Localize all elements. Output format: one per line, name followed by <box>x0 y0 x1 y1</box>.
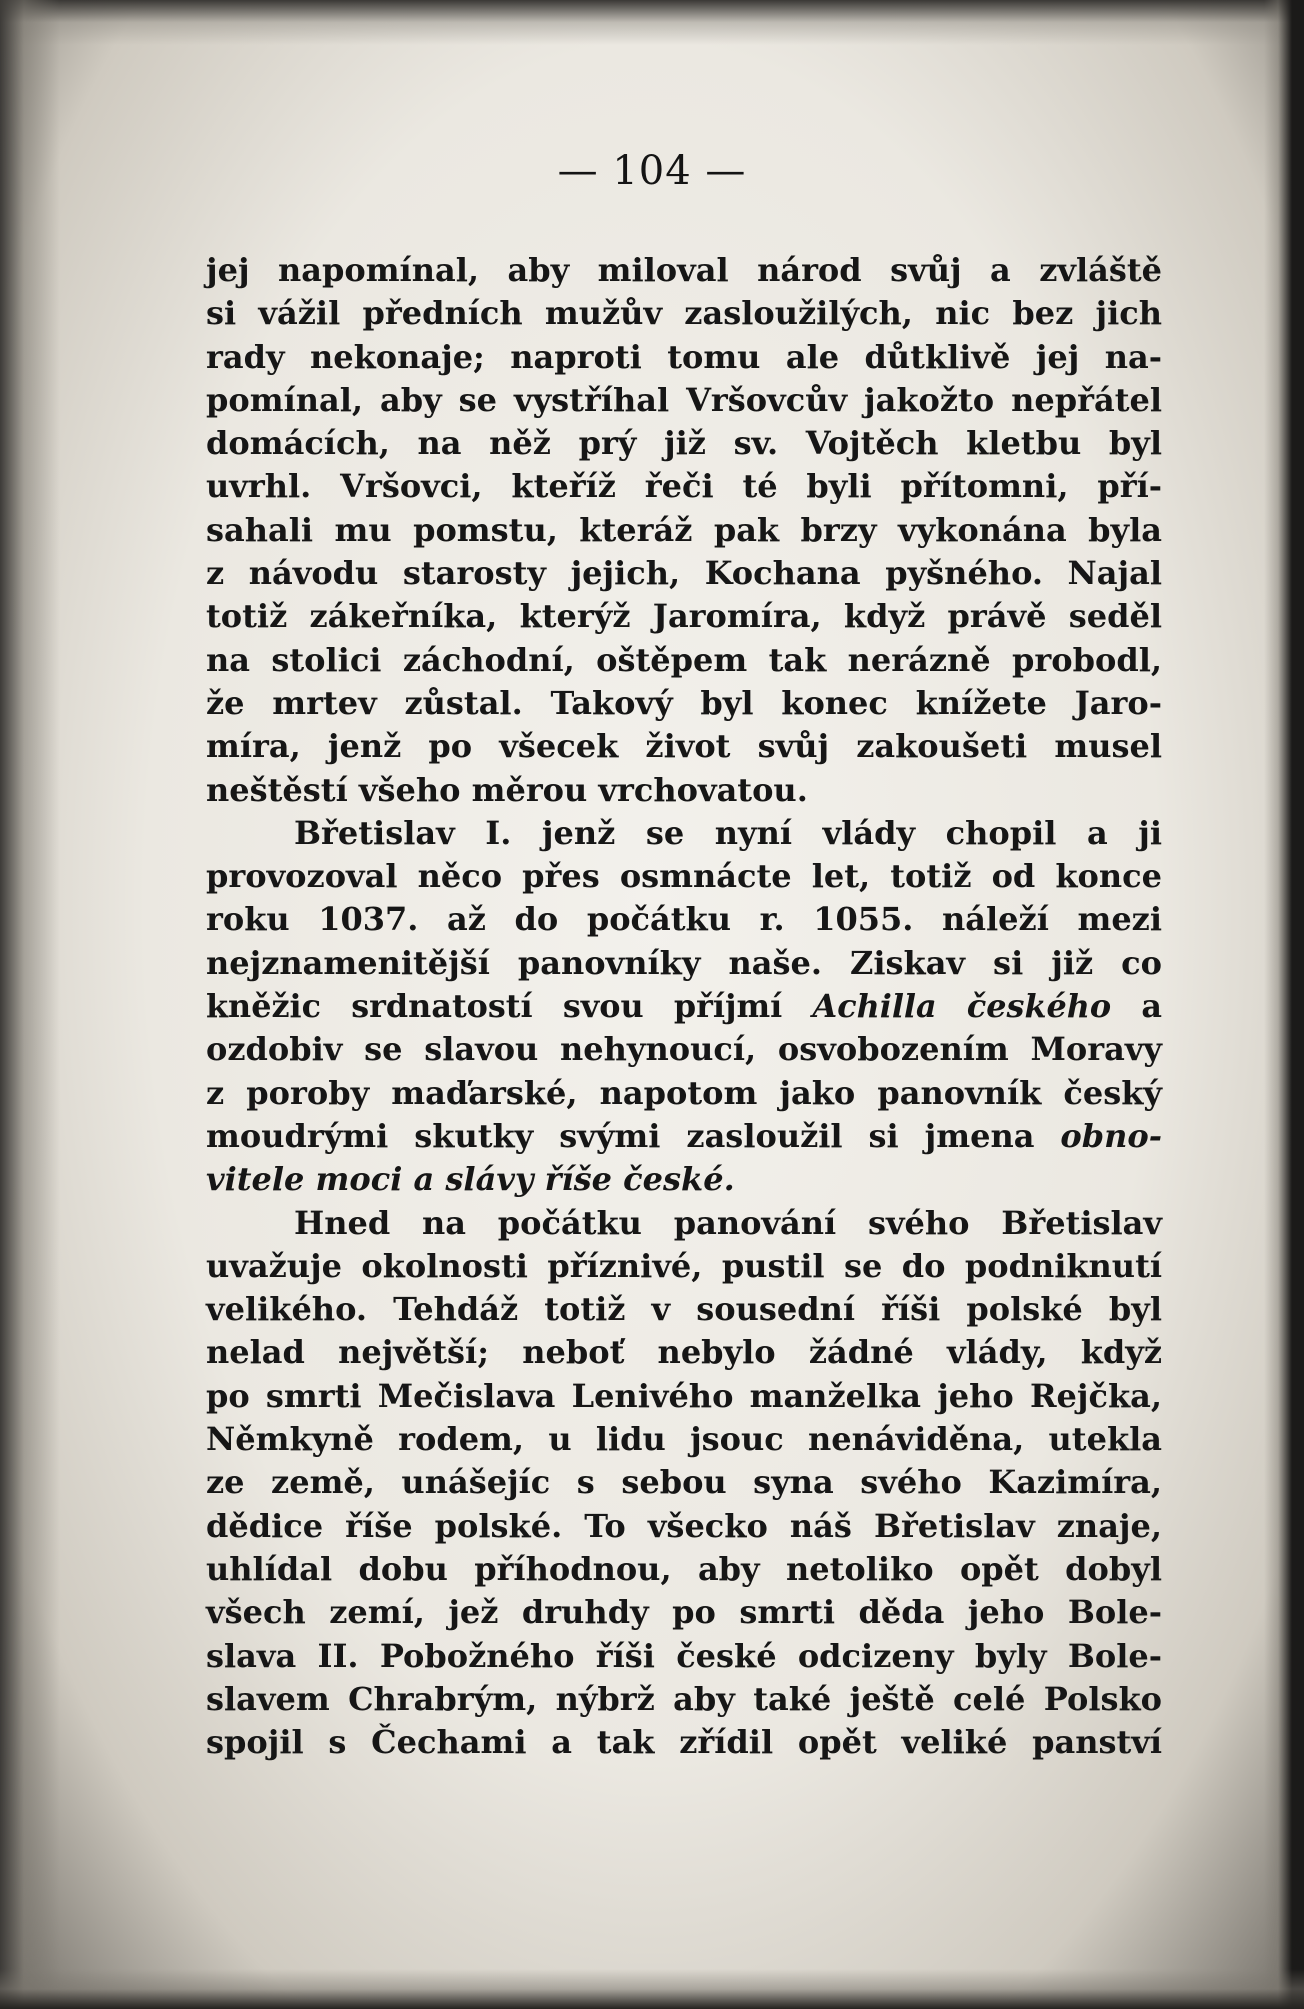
text-line: všech zemí, jež druhdy po smrti děda jeho Bole- <box>206 1593 1162 1632</box>
page-bottom-shadow <box>0 1969 1304 2009</box>
text-line-with-italic <box>206 985 1162 1028</box>
text-line: totiž zákeřníka, kterýž Jaromíra, když právě seděl <box>206 597 1162 636</box>
text-line: Němkyně rodem, u lidu jsouc nenáviděna, utekla <box>206 1420 1162 1459</box>
text-line: nelad největší; neboť nebylo žádné vlády, když <box>206 1333 1162 1372</box>
text-line: uvrhl. Vršovci, kteříž řeči té byli přítomni, pří- <box>206 467 1162 506</box>
text-line: pomínal, aby se vystříhal Vršovcův jakožto nepřátel <box>206 380 1162 419</box>
italic-phrase: Achilla českého <box>812 987 1112 1026</box>
text-line: nejznamenitější panovníky naše. Ziskav si již co <box>206 943 1162 982</box>
text-line: provozoval něco přes osmnácte let, totiž od konce <box>206 857 1162 896</box>
text-line-with-italic <box>206 1115 1162 1158</box>
text-line: slavem Chrabrým, nýbrž aby také ještě celé Polsko <box>206 1679 1162 1718</box>
text-line: ozdobiv se slavou nehynoucí, osvobozením Moravy <box>206 1030 1162 1069</box>
text-line: jej napomínal, aby miloval národ svůj a zvláště <box>206 251 1162 289</box>
italic-phrase: vitele moci a slávy říše české. <box>206 1160 735 1199</box>
text-line: uvažuje okolnosti příznivé, pustil se do podniknutí <box>206 1246 1162 1285</box>
text-line: na stolici záchodní, oštěpem tak nerázně probodl, <box>206 640 1162 679</box>
text-line: že mrtev zůstal. Takový byl konec knížete Jaro- <box>206 683 1162 722</box>
body-text <box>206 249 1162 1764</box>
text-line: slava II. Pobožného říši české odcizeny byly Bole- <box>206 1636 1162 1675</box>
text-line: míra, jenž po všecek život svůj zakoušeti musel <box>206 727 1162 766</box>
text-line: uhlídal dobu příhodnou, aby netoliko opět dobyl <box>206 1549 1162 1588</box>
text-line: velikého. Tehdáž totiž v sousední říši polské byl <box>206 1290 1162 1329</box>
text-line: rady nekonaje; naproti tomu ale důtklivě jej na- <box>206 337 1162 376</box>
text-line: ze země, unášejíc s sebou syna svého Kazimíra, <box>206 1463 1162 1502</box>
text-line: neštěstí všeho měrou vrchovatou. <box>206 770 808 809</box>
text-line: z návodu starosty jejich, Kochana pyšného. Najal <box>206 554 1162 593</box>
page-number: — 104 — <box>557 148 747 194</box>
page-left-shadow <box>0 0 60 2009</box>
text-line: po smrti Mečislava Lenivého manželka jeho Rejčka, <box>206 1376 1162 1415</box>
text-line: si vážil předních mužův zasloužilých, nic bez jich <box>206 294 1162 333</box>
text-line: z poroby maďarské, napotom jako panovník český <box>206 1073 1162 1112</box>
text-line: sahali mu pomstu, kteráž pak brzy vykonána byla <box>206 510 1162 549</box>
text-line: roku 1037. až do počátku r. 1055. náleží mezi <box>206 900 1162 939</box>
page-right-shadow <box>1264 0 1304 2009</box>
text-segment: kněžic srdnatostí svou příjmí <box>206 987 813 1026</box>
text-segment: a <box>1111 987 1162 1026</box>
text-line: dědice říše polské. To všecko náš Břetislav znaje, <box>206 1506 1162 1545</box>
text-line: Hned na počátku panování svého Břetislav <box>294 1203 1162 1242</box>
text-line: Břetislav I. jenž se nyní vlády chopil a ji <box>294 813 1162 852</box>
text-line-italic <box>206 1158 1162 1201</box>
italic-phrase: obno- <box>1060 1116 1162 1155</box>
text-line: spojil s Čechami a tak zřídil opět veliké panství <box>206 1723 1162 1762</box>
text-segment: moudrými skutky svými zasloužil si jmena <box>206 1116 1061 1155</box>
page-top-shadow <box>0 0 1304 45</box>
text-line: domácích, na něž prý již sv. Vojtěch kletbu byl <box>206 424 1162 463</box>
